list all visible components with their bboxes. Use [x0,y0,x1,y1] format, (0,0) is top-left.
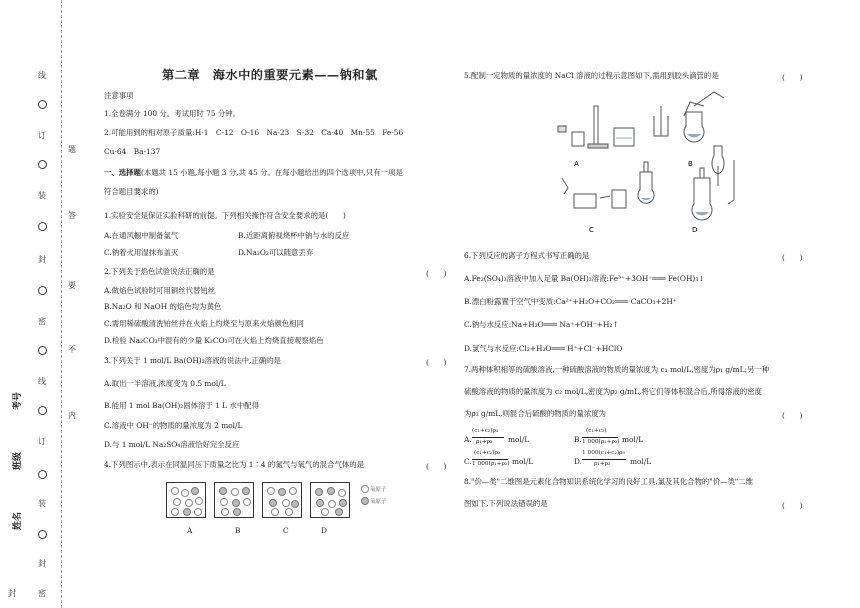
notice-heading: 注意事项 [104,91,134,100]
q6-option-a[interactable]: A.Fe₂(SO₄)₃溶液中加入足量 Ba(OH)₂溶液:Fe³⁺+3OH⁻═══ Fe(OH)₃↓ [464,274,705,283]
binding-hole [38,346,47,355]
margin-char: 密 [38,317,46,326]
q3-option-d[interactable]: D.与 1 mol/L Na₂SO₄溶液恰好完全反应 [104,440,240,449]
section-desc: 符合题目要求的) [104,187,159,196]
margin-char: 装 [38,191,46,200]
q2-option-c[interactable]: C.需用稀硫酸清洗铂丝并在火焰上灼烧至与原来火焰颜色相同 [104,319,304,328]
q4-box-d [310,482,350,518]
binding-hole [38,530,47,539]
q2-option-a[interactable]: A.做焰色试验时可用铜丝代替铂丝 [104,286,216,295]
q7-answer-paren[interactable]: ( ) [782,411,803,420]
binding-hole [38,160,47,169]
margin-char: 线 [38,71,46,80]
legend-swatch [361,497,369,505]
cut-line [61,0,62,608]
margin-char: 封 [38,559,46,568]
q3-option-a[interactable]: A.取出一半溶液,浓度变为 0.5 mol/L [104,379,226,388]
legend-label: 氧原子 [370,499,387,505]
binding-hole [38,222,47,231]
margin-char: 内 [68,411,76,420]
q4-label-a: A [187,526,193,535]
q1-option-b[interactable]: B.近距离俯视烧杯中钠与水的反应 [238,231,350,240]
q2-answer-paren[interactable]: ( ) [426,269,447,278]
q4-figure [166,482,356,518]
section-heading: 一、选择题 [104,168,141,177]
q8-answer-paren[interactable]: ( ) [782,501,803,510]
binding-margin [0,0,76,608]
margin-char: 答 [68,211,76,220]
right-column: 5.配制一定物质的量浓度的 NaCl 溶液的过程示意图如下,需用到胶头滴管的是 ( ) A B C D 6.下列反应的离子方程式书写正确的是 ( ) A.Fe₂(SO₄)₃溶液中加入足量 Ba(OH)₂溶液:Fe³⁺+3OH⁻═══ Fe(OH)₃↓ B.漂白粉露置于空气中变质:Ca²⁺+H₂O+CO₂═══ CaCO₃+2H⁺ C.钠与水反应:Na+H₂O═══ Na⁺+OH⁻+H₂↑ D.氯气与水反应:Cl₂+H₂O═══ H⁺+Cl⁻+HClO 7.两种体积相等的硫酸溶液,一种硫酸溶液的物质的量浓度为 c₁ mol/L,密度为ρ₁ g/mL;另一种 硫酸溶液的物质的量浓度为 c₂ mol/L,密度为ρ₂ g/mL,将它们等体积混合后,所得溶液的密度 为ρ₃ g/mL,则混合后硫酸的物质的量浓度为 ( ) A. (c₁+c₂)ρ₃ ρ₁+ρ₂ mol/L B. (c₁+c₂) 1 000(ρ₁+ρ₂) mol/L C. (c₁+c₂)ρ₃ 1 000(ρ₁+ρ₂) mol/L D. 1 000(c₁+c₂)ρ₃ ρ₁+ρ₂ mol/L 8."价—类"二维图是元素化合物知识系统化学习的良好工具,氯及其化合物的"价—类"二维 图如下,下列说法错误的是 ( ) [464,71,803,510]
q4-box-b [214,482,254,518]
q5-label-c: C [589,226,594,234]
legend-swatch [361,485,369,493]
q6-stem: 6.下列反应的离子方程式书写正确的是 [464,251,590,260]
field-name: 姓名 [13,511,23,530]
margin-char: 线 [38,377,46,386]
binding-hole [38,470,47,479]
binding-hole [38,406,47,415]
margin-char: 封 [8,589,16,598]
field-exam-number: 考号 [13,391,23,410]
q4-label-d: D [321,526,327,535]
margin-char: 订 [38,437,46,446]
section-desc: 一、选择题(本题共 15 小题,每小题 3 分,共 45 分。在每小题给出的四个选项中,只有一项是 [104,168,403,177]
notice-item: Cu-64 Ba-137 [104,147,161,156]
q5-answer-paren[interactable]: ( ) [782,73,803,82]
q1-option-d[interactable]: D.Na₂O₂可以随意丢弃 [238,248,314,257]
binding-hole [38,100,47,109]
q4-stem: 4.下列图示中,表示在同温同压下质量之比为 1∶4 的氮气与氧气的混合气体的是 [104,460,365,469]
q6-answer-paren[interactable]: ( ) [782,253,803,262]
q8-line: 8."价—类"二维图是元素化合物知识系统化学习的良好工具,氯及其化合物的"价—类"二维 [464,477,754,486]
margin-char: 装 [38,499,46,508]
margin-char: 订 [38,131,46,140]
q5-label-d: D [692,226,698,234]
q5-apparatus-figure [544,86,744,236]
q1-stem: 1.实验安全是保证实验科研的前提。下列相关操作符合安全要求的是( ) [104,211,346,220]
margin-char: 不 [68,345,76,354]
margin-char: 密 [38,589,46,598]
q3-option-c[interactable]: C.溶液中 OH⁻的物质的量浓度为 2 mol/L [104,421,243,430]
q3-option-b[interactable]: B.能用 1 mol Ba(OH)₂固体溶于 1 L 水中配得 [104,401,259,410]
page-title: 第二章 海水中的重要元素——钠和氯 [162,68,378,82]
margin-char: 题 [68,145,76,154]
notice-item: 1.全卷满分 100 分。考试用时 75 分钟。 [104,109,241,118]
q7-line: 7.两种体积相等的硫酸溶液,一种硫酸溶液的物质的量浓度为 c₁ mol/L,密度为ρ₁ g/mL;另一种 [464,365,770,374]
field-class: 班级 [13,451,23,470]
notice-item: 2.可能用到的相对原子质量:H-1 C-12 O-16 Na-23 S-32 Ca-40 Mn-55 Fe-56 [104,128,404,137]
q2-stem: 2.下列关于焰色试验说法正确的是 [104,267,215,276]
q6-option-d[interactable]: D.氯气与水反应:Cl₂+H₂O═══ H⁺+Cl⁻+HClO [464,344,623,353]
q2-option-b[interactable]: B.Na₂O 和 NaOH 的焰色均为黄色 [104,302,222,311]
binding-hole [38,286,47,295]
q2-option-d[interactable]: D.检验 Na₂CO₃中混有的少量 K₂CO₃可在火焰上灼烧直接观察焰色 [104,336,324,345]
q6-option-c[interactable]: C.钠与水反应:Na+H₂O═══ Na⁺+OH⁻+H₂↑ [464,320,619,329]
q4-label-c: C [283,526,289,535]
q3-stem: 3.下列关于 1 mol/L Ba(OH)₂溶液的说法中,正确的是 [104,356,281,365]
q1-option-c[interactable]: C.钠着火用湿抹布盖灭 [104,248,179,257]
margin-char: 封 [38,255,46,264]
q4-answer-paren[interactable]: ( ) [426,462,447,471]
q7-line: 硫酸溶液的物质的量浓度为 c₂ mol/L,密度为ρ₂ g/mL,将它们等体积混合后,所得溶液的密度 [464,387,762,396]
margin-char: 要 [68,281,76,290]
q5-label-a: A [574,160,579,168]
q5-stem: 5.配制一定物质的量浓度的 NaCl 溶液的过程示意图如下,需用到胶头滴管的是 [464,71,719,80]
q3-answer-paren[interactable]: ( ) [426,358,447,367]
q8-line: 图如下,下列说法错误的是 [464,499,548,508]
q7-line: 为ρ₃ g/mL,则混合后硫酸的物质的量浓度为 [464,409,607,418]
q4-label-b: B [235,526,241,535]
q1-option-a[interactable]: A.在通风橱中制备氯气 [104,231,179,240]
q5-label-b: B [688,160,693,168]
q4-box-c [262,482,302,518]
q6-option-b[interactable]: B.漂白粉露置于空气中变质:Ca²⁺+H₂O+CO₂═══ CaCO₃+2H⁺ [464,297,677,306]
q4-box-a [166,482,206,518]
legend-label: 氧原子 [370,487,387,493]
left-column [104,0,454,608]
